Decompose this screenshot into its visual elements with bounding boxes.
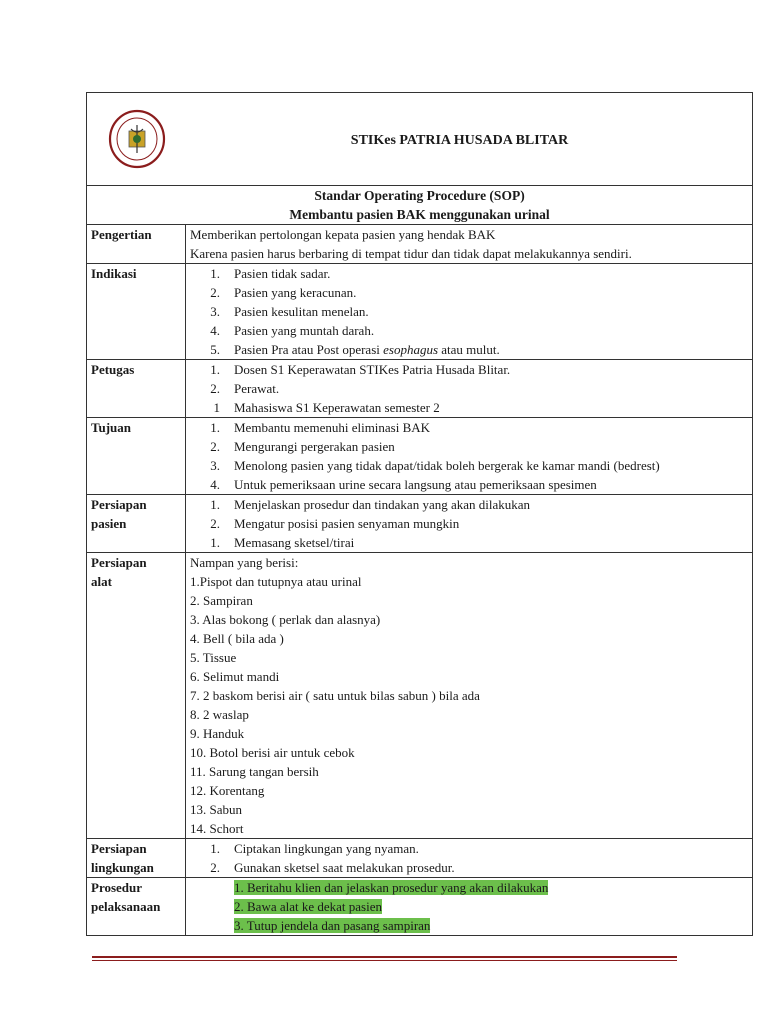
alat-line: 11. Sarung tangan bersih	[190, 764, 319, 779]
list-item: 2. Pasien yang keracunan.	[210, 285, 357, 300]
label-tujuan: Tujuan	[87, 418, 186, 495]
label-petugas: Petugas	[87, 360, 186, 418]
prosedur-step: 1. Beritahu klien dan jelaskan prosedur yang akan dilakukan	[234, 880, 549, 895]
alat-line: 12. Korentang	[190, 783, 265, 798]
list-item: 5. Pasien Pra atau Post operasi esophagus atau mulut.	[210, 342, 500, 357]
list-item: 1. Membantu memenuhi eliminasi BAK	[210, 420, 431, 435]
alat-line: 9. Handuk	[190, 726, 245, 741]
alat-line: 3. Alas bokong ( perlak dan alasnya)	[190, 612, 381, 627]
alat-line: 6. Selimut mandi	[190, 669, 280, 684]
label-indikasi: Indikasi	[87, 264, 186, 360]
list-item: 1 Mahasiswa S1 Keperawatan semester 2	[213, 400, 440, 415]
alat-line: 2. Sampiran	[190, 593, 253, 608]
sop-title: Standar Operating Procedure (SOP)	[314, 188, 525, 203]
footer-rule	[92, 956, 677, 958]
footer-rule-thin	[92, 960, 677, 961]
sop-title-cell	[87, 186, 753, 225]
prosedur-step: 3. Tutup jendela dan pasang sampiran	[234, 918, 431, 933]
prosedur-step: 2. Bawa alat ke dekat pasien	[234, 899, 382, 914]
tujuan-content	[186, 418, 753, 495]
list-item: 1. Dosen S1 Keperawatan STIKes Patria Husada Blitar.	[210, 362, 511, 377]
list-item: 2. Mengatur posisi pasien senyaman mungkin	[210, 516, 460, 531]
label-persiapan-pasien: Persiapan pasien	[87, 495, 186, 553]
sop-table	[86, 92, 753, 936]
alat-line: 13. Sabun	[190, 802, 242, 817]
alat-line: 4. Bell ( bila ada )	[190, 631, 284, 646]
alat-line: 5. Tissue	[190, 650, 237, 665]
list-item: 1. Pasien tidak sadar.	[210, 266, 331, 281]
persiapan-lingkungan-content	[186, 839, 753, 878]
pengertian-content	[186, 225, 753, 264]
alat-line: 14. Schort	[190, 821, 244, 836]
alat-line: Nampan yang berisi:	[190, 555, 299, 570]
list-item: 1. Menjelaskan prosedur dan tindakan yang akan dilakukan	[210, 497, 531, 512]
list-item: 4. Pasien yang muntah darah.	[210, 323, 375, 338]
list-item: 2. Perawat.	[210, 381, 280, 396]
institution-name: STIKes PATRIA HUSADA BLITAR	[350, 133, 569, 148]
alat-line: 8. 2 waslap	[190, 707, 249, 722]
emphasis-term: esophagus	[383, 342, 439, 357]
label-persiapan-alat: Persiapan alat	[87, 553, 186, 839]
label-prosedur: Prosedur pelaksanaan	[87, 878, 186, 936]
list-item: 1. Ciptakan lingkungan yang nyaman.	[210, 841, 419, 856]
alat-line: 7. 2 baskom berisi air ( satu untuk bilas sabun ) bila ada	[190, 688, 480, 703]
persiapan-alat-content	[186, 553, 753, 839]
prosedur-content	[186, 878, 753, 936]
pengertian-line: Memberikan pertolongan kepata pasien yang hendak BAK	[190, 227, 496, 242]
list-item: 3. Menolong pasien yang tidak dapat/tidak boleh bergerak ke kamar mandi (bedrest)	[210, 458, 660, 473]
list-item: 3. Pasien kesulitan menelan.	[210, 304, 369, 319]
petugas-content	[186, 360, 753, 418]
label-pengertian: Pengertian	[87, 225, 186, 264]
persiapan-pasien-content	[186, 495, 753, 553]
pengertian-line: Karena pasien harus berbaring di tempat tidur dan tidak dapat melakukannya sendiri.	[190, 246, 632, 261]
header-cell	[87, 93, 753, 186]
indikasi-content	[186, 264, 753, 360]
sop-subtitle: Membantu pasien BAK menggunakan urinal	[289, 207, 550, 222]
list-item: 1. Memasang sketsel/tirai	[210, 535, 355, 550]
list-item: 2. Gunakan sketsel saat melakukan prosedur.	[210, 860, 455, 875]
label-persiapan-lingkungan: Persiapan lingkungan	[87, 839, 186, 878]
alat-line: 1.Pispot dan tutupnya atau urinal	[190, 574, 362, 589]
list-item: 2. Mengurangi pergerakan pasien	[210, 439, 395, 454]
alat-line: 10. Botol berisi air untuk cebok	[190, 745, 355, 760]
list-item: 4. Untuk pemeriksaan urine secara langsung atau pemeriksaan spesimen	[210, 477, 597, 492]
